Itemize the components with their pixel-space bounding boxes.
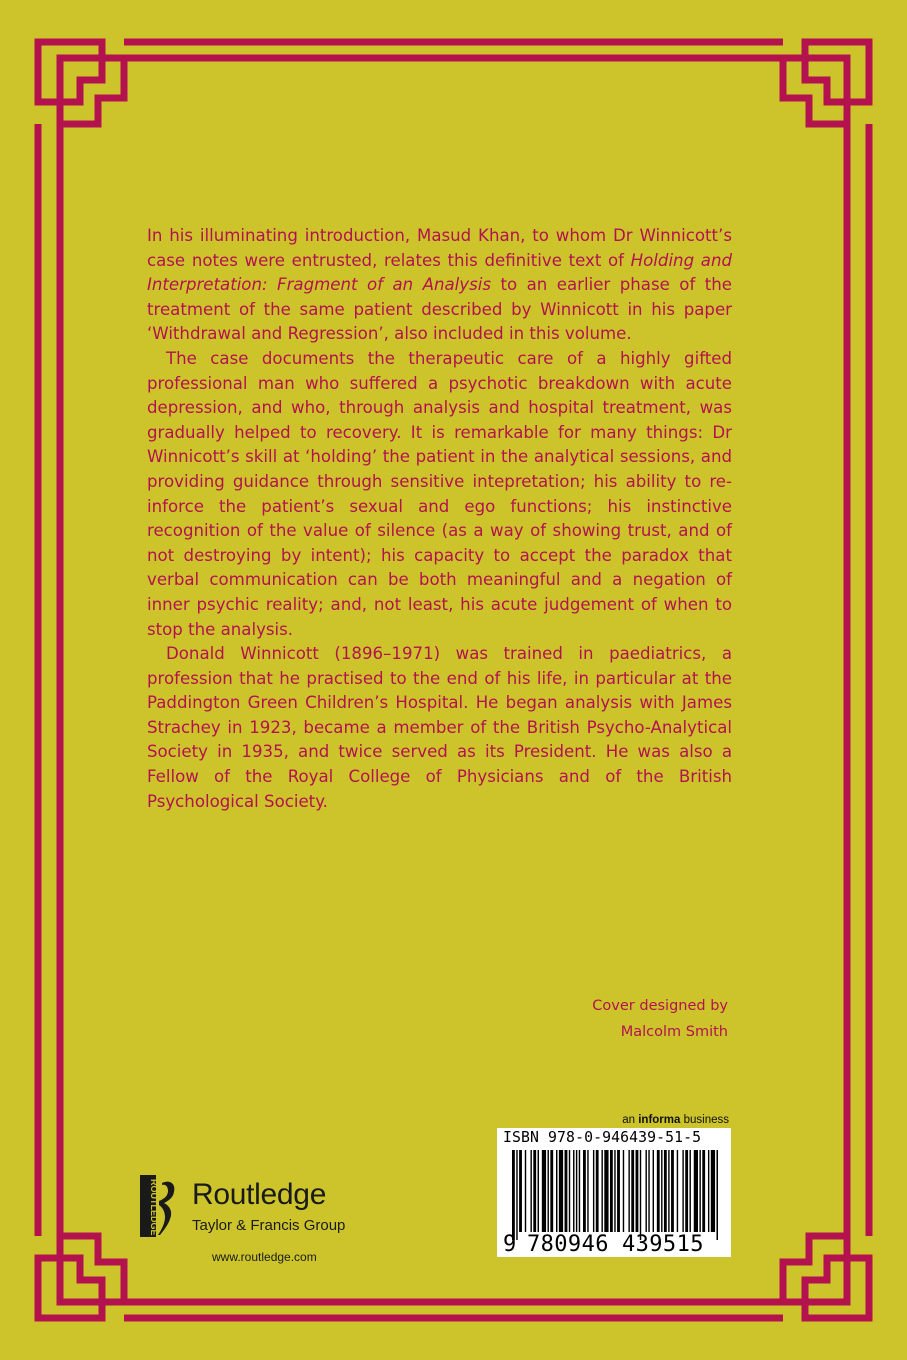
isbn-label: ISBN 978-0-946439-51-5 xyxy=(503,1129,702,1146)
barcode-bar xyxy=(569,1150,570,1232)
barcode-bar xyxy=(610,1150,613,1232)
barcode-bar xyxy=(525,1150,526,1232)
barcode-bar xyxy=(694,1150,698,1232)
barcode-bar xyxy=(587,1150,588,1232)
isbn-barcode xyxy=(497,1128,731,1257)
barcode-bar xyxy=(657,1150,660,1232)
book-title: Holding and Interpretation: Fragment of an Analysis xyxy=(147,250,732,295)
barcode-bar xyxy=(631,1150,634,1232)
barcode-bar xyxy=(576,1150,577,1232)
barcode-bar xyxy=(677,1150,678,1232)
barcode-bar xyxy=(542,1150,546,1232)
barcode-bar xyxy=(708,1150,709,1232)
publisher-name: Routledge xyxy=(192,1178,327,1211)
barcode-bar xyxy=(573,1150,574,1232)
publisher-website: www.routledge.com xyxy=(212,1250,317,1264)
routledge-logo-icon xyxy=(140,1175,184,1237)
barcode-digit-group-1: 780946 xyxy=(527,1232,609,1257)
credit-designer: Malcolm Smith xyxy=(620,1024,728,1040)
barcode-bar xyxy=(617,1150,620,1232)
frame-corner-top-left xyxy=(38,42,124,124)
barcode-digit-group-2: 439515 xyxy=(622,1232,704,1257)
frame-corner-bottom-right xyxy=(783,1236,869,1318)
barcode-bar xyxy=(653,1150,654,1232)
barcode-bar xyxy=(512,1150,515,1240)
barcode-bar xyxy=(668,1150,669,1232)
barcode-bar xyxy=(716,1150,718,1240)
barcode-bar xyxy=(596,1150,599,1232)
barcode-bar xyxy=(565,1150,568,1232)
barcode-bar xyxy=(548,1150,549,1232)
barcode-bar xyxy=(623,1150,624,1232)
barcode-bar xyxy=(614,1150,615,1232)
barcode-bar xyxy=(661,1150,662,1232)
barcode-bar xyxy=(671,1150,674,1232)
barcode-bar xyxy=(516,1150,517,1240)
barcode-bar xyxy=(604,1150,608,1232)
barcode-bar xyxy=(682,1150,683,1232)
barcode-bar xyxy=(530,1150,531,1232)
barcode-bar xyxy=(699,1150,700,1232)
barcode-bar xyxy=(640,1150,641,1240)
logo-vertical-wordmark: ROUTLEDGE xyxy=(149,1179,159,1236)
barcode-bar xyxy=(702,1150,705,1232)
barcode-bar xyxy=(685,1150,688,1232)
barcode-bar xyxy=(519,1150,522,1232)
blurb-paragraph-2: The case documents the therapeutic care of a highly gifted professional man who suffered a psychotic breakdown with acute depression, and who, through analysis and hospital treatment, was gradually helped to recovery. It is remarkable for many things: Dr Winnicott’s skill at ‘holding’ the patient in the analytical sessions, and providing guidance through sensitive intepretation; his ability to re-inforce the patient’s sexual and ego functions; his instinctive recognition of the value of silence (as a way of showing trust, and of not destroying by intent); his capacity to accept the paradox that verbal communication can be both meaningful and a negation of inner psychic reality; and, not least, his acute judgement of when to stop the analysis. xyxy=(147,348,732,639)
blurb-paragraph-1: In his illuminating introduction, Masud Khan, to whom Dr Winnicott’s case notes were entrusted, relates this definitive text of Holding and Interpretation: Fragment of an Analysis to an earlier phase of the treatment of the same patient described by Winnicott in his paper ‘Withdrawal and Regression’, also included in this volume. xyxy=(147,226,732,344)
barcode-bar xyxy=(556,1150,557,1232)
publisher-group: Taylor & Francis Group xyxy=(192,1217,346,1234)
barcode-bar xyxy=(664,1150,667,1232)
barcode-bar xyxy=(583,1150,586,1232)
frame-corner-top-right xyxy=(783,42,869,124)
barcode-bar xyxy=(593,1150,594,1232)
barcode-bar xyxy=(533,1150,536,1232)
barcode-digit-lead: 9 xyxy=(503,1232,517,1257)
barcode-bar xyxy=(559,1150,563,1232)
barcode-bar xyxy=(628,1150,629,1232)
barcode-bar xyxy=(550,1150,553,1232)
barcode-bar xyxy=(645,1150,646,1232)
cover-credit xyxy=(592,993,728,1045)
barcode-bar xyxy=(538,1150,539,1232)
barcode-bars xyxy=(512,1150,718,1240)
blurb-paragraph-3: Donald Winnicott (1896–1971) was trained in paediatrics, a profession that he practised to the end of his life, in particular at the Paddington Green Children’s Hospital. He began analysis with James Strachey in 1923, became a member of the British Psycho-Analytical Society in 1935, and twice served as its President. He was also a Fellow of the Royal College of Physicians and of the British Psychological Society. xyxy=(147,644,732,811)
barcode-bar xyxy=(690,1150,691,1232)
barcode-bar xyxy=(711,1150,715,1232)
back-cover-blurb xyxy=(147,224,732,814)
informa-brand: informa xyxy=(638,1114,681,1126)
barcode-bar xyxy=(579,1150,580,1232)
credit-line-1: Cover designed by xyxy=(592,998,728,1014)
barcode-bar xyxy=(601,1150,602,1232)
frame-corner-bottom-left xyxy=(38,1236,124,1318)
informa-tagline: an informa business xyxy=(622,1114,729,1126)
barcode-bar xyxy=(636,1150,639,1232)
barcode-bar xyxy=(648,1150,649,1232)
